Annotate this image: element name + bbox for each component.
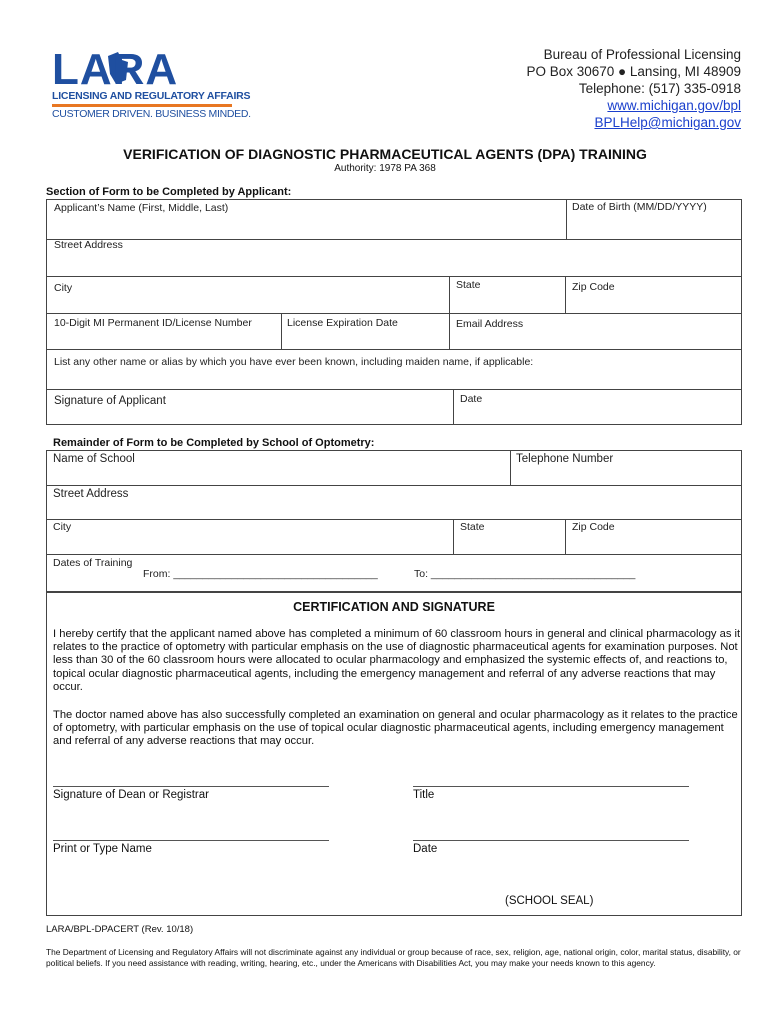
school-city-field[interactable]: City: [53, 521, 72, 533]
form-number: LARA/BPL-DPACERT (Rev. 10/18): [46, 924, 194, 935]
alias-field[interactable]: List any other name or alias by which you have ever been known, including maiden name, if applicable:: [54, 356, 534, 368]
logo-tagline-2: CUSTOMER DRIVEN. BUSINESS MINDED.: [52, 108, 251, 120]
contact-block: [526, 46, 741, 131]
email-field[interactable]: Email Address: [456, 318, 524, 330]
training-from-field[interactable]: From: ___________________________________: [143, 568, 378, 580]
logo-tagline-1: LICENSING AND REGULATORY AFFAIRS: [52, 90, 251, 102]
telephone: Telephone: (517) 335-0918: [578, 81, 741, 96]
title-label: Title: [413, 789, 435, 801]
applicant-zip-field[interactable]: Zip Code: [572, 281, 615, 293]
certification-title: CERTIFICATION AND SIGNATURE: [293, 600, 495, 614]
applicant-state-field[interactable]: State: [456, 279, 481, 291]
school-seal-label: (SCHOOL SEAL): [505, 895, 594, 907]
print-name-label: Print or Type Name: [53, 843, 152, 855]
school-street-field[interactable]: Street Address: [53, 488, 129, 500]
print-name-line[interactable]: [53, 840, 329, 841]
dean-signature-line[interactable]: [53, 786, 329, 787]
school-section-heading: Remainder of Form to be Completed by School of Optometry:: [53, 437, 375, 449]
license-number-field[interactable]: 10-Digit MI Permanent ID/License Number: [54, 317, 252, 329]
applicant-section-heading: Section of Form to be Completed by Applicant:: [46, 186, 292, 198]
school-state-field[interactable]: State: [460, 521, 485, 533]
training-dates-label: Dates of Training: [53, 557, 133, 569]
school-telephone-field[interactable]: Telephone Number: [516, 453, 614, 465]
website-link[interactable]: www.michigan.gov/bpl: [607, 98, 741, 113]
lara-logo: [52, 45, 251, 120]
cert-date-label: Date: [413, 843, 438, 855]
bureau-name: Bureau of Professional Licensing: [543, 47, 741, 62]
applicant-city-field[interactable]: City: [54, 282, 73, 294]
cert-date-line[interactable]: [413, 840, 689, 841]
certification-paragraph-2: The doctor named above has also successfully completed an examination on general and ocular pharmacology as it relates to the practice of optometry, with particular emphasis on the use of topical ocular diagnostic pharmaceutical agents, including emergency management and referral of any adverse reactions that may occur.: [53, 709, 738, 748]
applicant-signature-field[interactable]: Signature of Applicant: [54, 395, 166, 407]
applicant-name-field[interactable]: Applicant’s Name (First, Middle, Last): [54, 202, 229, 214]
applicant-section-box: [46, 199, 742, 425]
certification-paragraph-1: I hereby certify that the applicant named above has completed a minimum of 60 classroom hours in general and clinical pharmacology as it relates to the practice of optometry with particular emphasis on the use of diagnostic pharmaceutical agents for examination purposes. Not less than 30 of the 60 classroom hours were allocated to ocular pharmacology and emphasized the systemic effects of, and reactions to, topical ocular diagnostic pharmaceutical agents, including the emergency management and referral of any adverse reactions that may occur.: [53, 628, 741, 693]
dob-field[interactable]: Date of Birth (MM/DD/YYYY): [572, 201, 707, 213]
school-name-field[interactable]: Name of School: [53, 453, 135, 465]
authority-note: Authority: 1978 PA 368: [334, 163, 436, 174]
mailing-address: PO Box 30670 ● Lansing, MI 48909: [526, 64, 741, 79]
title-line[interactable]: [413, 786, 689, 787]
license-expiration-field[interactable]: License Expiration Date: [287, 317, 398, 329]
nondiscrimination-footer: The Department of Licensing and Regulatory Affairs will not discriminate against any individual or group because of race, sex, religion, age, national origin, color, marital status, disability, or political beliefs. If you need assistance with reading, writing, hearing, etc., under the Americans with Disabilities Act, you may make your needs known to this agency.: [46, 947, 741, 968]
logo-wordmark: LARA: [52, 45, 179, 94]
logo-accent-bar: [52, 104, 232, 107]
email-link[interactable]: BPLHelp@michigan.gov: [594, 115, 741, 130]
form-title: VERIFICATION OF DIAGNOSTIC PHARMACEUTICAL AGENTS (DPA) TRAINING: [123, 146, 647, 162]
training-to-field[interactable]: To: ___________________________________: [414, 568, 636, 580]
school-zip-field[interactable]: Zip Code: [572, 521, 615, 533]
dean-signature-label: Signature of Dean or Registrar: [53, 789, 209, 801]
applicant-street-field[interactable]: Street Address: [54, 239, 123, 251]
applicant-date-field[interactable]: Date: [460, 393, 483, 405]
